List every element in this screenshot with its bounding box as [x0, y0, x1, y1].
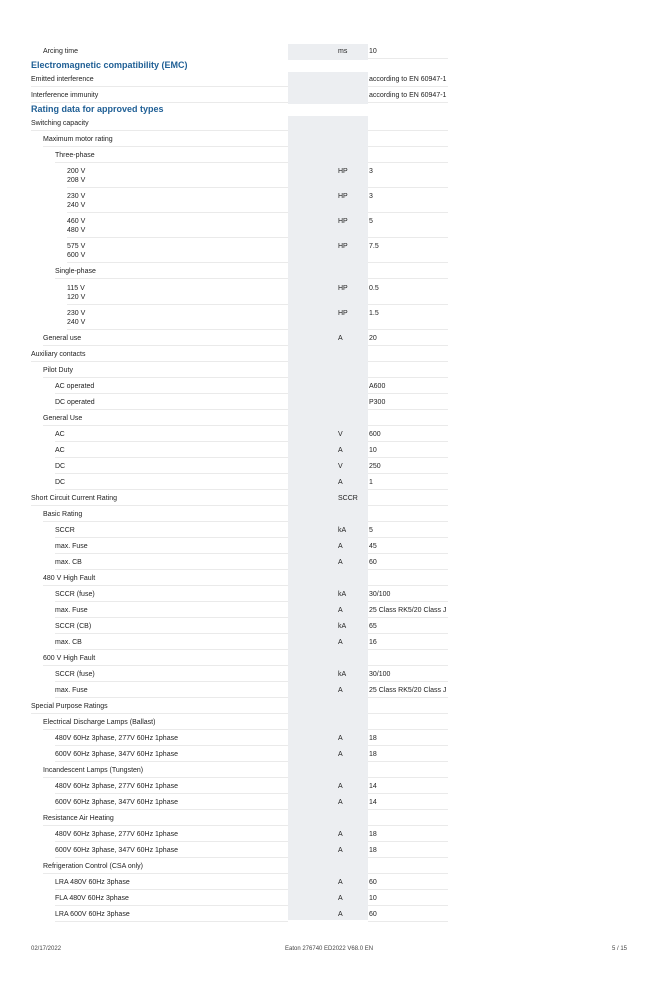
- spec-row-label: Arcing time: [43, 48, 79, 55]
- spec-row-divider: [67, 262, 288, 263]
- spec-row-divider-value: [368, 237, 448, 238]
- spec-row-divider: [31, 130, 288, 131]
- unit-column-band-rating: [288, 116, 368, 920]
- spec-row-label: Resistance Air Heating: [43, 815, 114, 822]
- spec-row-divider-value: [368, 102, 448, 103]
- spec-row-label: Single-phase: [55, 268, 96, 275]
- spec-row-divider: [55, 162, 288, 163]
- spec-row-unit: HP: [338, 310, 348, 317]
- spec-row-value: 60: [369, 559, 377, 566]
- unit-column-band-top: [288, 44, 368, 60]
- spec-row-unit: HP: [338, 285, 348, 292]
- spec-row-label: max. CB: [55, 559, 82, 566]
- spec-row-label: AC: [55, 431, 65, 438]
- spec-row-unit: kA: [338, 671, 347, 678]
- spec-row-value: 3: [369, 168, 373, 175]
- spec-row-unit: A: [338, 559, 343, 566]
- spec-row-divider: [31, 102, 288, 103]
- spec-row-unit: A: [338, 335, 343, 342]
- spec-row-value: 1.5: [369, 310, 379, 317]
- spec-row-unit: kA: [338, 527, 347, 534]
- spec-row-divider: [55, 617, 288, 618]
- spec-row-divider: [55, 473, 288, 474]
- spec-row-divider: [55, 393, 288, 394]
- spec-row-value: 18: [369, 751, 377, 758]
- spec-row-divider-value: [368, 905, 448, 906]
- spec-row-unit: A: [338, 879, 343, 886]
- spec-row-divider-value: [368, 617, 448, 618]
- spec-row-divider: [43, 377, 288, 378]
- spec-row-label: LRA 480V 60Hz 3phase: [55, 879, 130, 886]
- spec-row-divider-value: [368, 361, 448, 362]
- spec-row-divider: [55, 793, 288, 794]
- spec-row-divider-value: [368, 425, 448, 426]
- spec-row-value: 600: [369, 431, 381, 438]
- spec-row-label: 480V 60Hz 3phase, 277V 60Hz 1phase: [55, 831, 178, 838]
- spec-row-divider-value: [368, 505, 448, 506]
- spec-row-divider: [31, 361, 288, 362]
- spec-row-unit: A: [338, 639, 343, 646]
- spec-row-divider-value: [368, 86, 448, 87]
- spec-row-value: 250: [369, 463, 381, 470]
- spec-row-value: P300: [369, 399, 386, 406]
- spec-row-label: max. CB: [55, 639, 82, 646]
- spec-row-unit: HP: [338, 218, 348, 225]
- spec-row-divider-value: [368, 58, 448, 59]
- spec-row-label: 460 V 480 V: [67, 218, 86, 234]
- spec-row-divider: [55, 537, 288, 538]
- spec-row-value: 30/100: [369, 671, 391, 678]
- spec-row-label: Basic Rating: [43, 511, 83, 518]
- spec-row-value: 10: [369, 48, 377, 55]
- spec-row-divider: [55, 745, 288, 746]
- spec-row-label: 600 V High Fault: [43, 655, 96, 662]
- spec-row-value: 60: [369, 879, 377, 886]
- spec-row-divider-value: [368, 633, 448, 634]
- spec-row-divider: [55, 569, 288, 570]
- spec-row-label: max. Fuse: [55, 607, 88, 614]
- spec-row-divider-value: [368, 873, 448, 874]
- section-heading-rating: Rating data for approved types: [31, 104, 164, 114]
- spec-row-label: Maximum motor rating: [43, 136, 113, 143]
- spec-row-label: 600V 60Hz 3phase, 347V 60Hz 1phase: [55, 799, 178, 806]
- spec-row-divider-value: [368, 889, 448, 890]
- spec-row-unit: A: [338, 607, 343, 614]
- spec-row-unit: A: [338, 847, 343, 854]
- spec-row-unit: A: [338, 543, 343, 550]
- spec-row-value: 65: [369, 623, 377, 630]
- spec-row-value: 16: [369, 639, 377, 646]
- spec-row-unit: kA: [338, 623, 347, 630]
- spec-row-divider: [55, 409, 288, 410]
- spec-row-divider: [55, 697, 288, 698]
- spec-row-divider-value: [368, 377, 448, 378]
- spec-row-divider-value: [368, 553, 448, 554]
- spec-row-divider-value: [368, 809, 448, 810]
- spec-row-unit: V: [338, 431, 343, 438]
- spec-row-divider-value: [368, 921, 448, 922]
- spec-row-divider: [67, 187, 288, 188]
- spec-row-divider-value: [368, 262, 448, 263]
- spec-row-divider-value: [368, 304, 448, 305]
- footer-date: 02/17/2022: [31, 946, 62, 952]
- spec-row-value: 18: [369, 831, 377, 838]
- spec-row-divider: [55, 633, 288, 634]
- spec-row-divider-value: [368, 278, 448, 279]
- spec-row-divider: [43, 425, 288, 426]
- spec-row-divider-value: [368, 649, 448, 650]
- spec-row-divider-value: [368, 825, 448, 826]
- spec-row-label: SCCR (fuse): [55, 591, 95, 598]
- spec-row-label: 575 V 600 V: [67, 243, 86, 259]
- spec-row-divider: [55, 857, 288, 858]
- spec-row-label: Interference immunity: [31, 92, 99, 99]
- spec-row-label: Emitted interference: [31, 76, 94, 83]
- spec-row-label: Pilot Duty: [43, 367, 73, 374]
- spec-row-label: Switching capacity: [31, 120, 89, 127]
- spec-row-label: 480 V High Fault: [43, 575, 96, 582]
- spec-row-unit: SCCR: [338, 495, 358, 502]
- unit-column-band-emc: [288, 72, 368, 104]
- spec-row-divider: [55, 457, 288, 458]
- spec-row-divider-value: [368, 793, 448, 794]
- spec-row-label: Short Circuit Current Rating: [31, 495, 117, 502]
- spec-row-value: 7.5: [369, 243, 379, 250]
- spec-row-label: 230 V 240 V: [67, 310, 86, 326]
- spec-row-value: according to EN 60947-1: [369, 76, 447, 83]
- spec-row-label: General use: [43, 335, 82, 342]
- spec-row-divider-value: [368, 777, 448, 778]
- spec-row-divider: [55, 905, 288, 906]
- spec-row-label: DC operated: [55, 399, 95, 406]
- spec-row-divider-value: [368, 457, 448, 458]
- spec-row-divider-value: [368, 841, 448, 842]
- spec-row-divider: [55, 553, 288, 554]
- spec-row-label: AC: [55, 447, 65, 454]
- spec-row-label: Special Purpose Ratings: [31, 703, 108, 710]
- section-heading-emc: Electromagnetic compatibility (EMC): [31, 60, 188, 70]
- spec-row-value: 18: [369, 735, 377, 742]
- spec-row-unit: V: [338, 463, 343, 470]
- spec-row-divider: [67, 212, 288, 213]
- spec-row-label: SCCR: [55, 527, 75, 534]
- spec-row-divider-value: [368, 697, 448, 698]
- spec-row-label: SCCR (CB): [55, 623, 92, 630]
- spec-row-label: max. Fuse: [55, 687, 88, 694]
- spec-row-value: 45: [369, 543, 377, 550]
- spec-row-unit: HP: [338, 243, 348, 250]
- footer-document-id: Eaton 276740 ED2022 V68.0 EN: [285, 946, 374, 952]
- spec-row-unit: A: [338, 911, 343, 918]
- spec-row-label: SCCR (fuse): [55, 671, 95, 678]
- spec-row-label: General Use: [43, 415, 83, 422]
- spec-row-label: AC operated: [55, 383, 95, 390]
- spec-row-divider: [43, 585, 288, 586]
- spec-row-unit: A: [338, 751, 343, 758]
- spec-row-unit: HP: [338, 168, 348, 175]
- spec-row-divider: [43, 873, 288, 874]
- spec-row-divider-value: [368, 329, 448, 330]
- spec-row-divider-value: [368, 729, 448, 730]
- spec-row-label: Three-phase: [55, 152, 95, 159]
- spec-row-value: 3: [369, 193, 373, 200]
- spec-row-divider-value: [368, 162, 448, 163]
- spec-row-value: 5: [369, 218, 373, 225]
- spec-row-label: DC: [55, 479, 66, 486]
- spec-row-divider-value: [368, 585, 448, 586]
- spec-row-unit: kA: [338, 591, 347, 598]
- spec-row-label: 480V 60Hz 3phase, 277V 60Hz 1phase: [55, 783, 178, 790]
- spec-row-divider-value: [368, 537, 448, 538]
- spec-row-divider: [43, 825, 288, 826]
- spec-row-unit: A: [338, 799, 343, 806]
- spec-row-value: 10: [369, 447, 377, 454]
- spec-row-divider: [55, 601, 288, 602]
- spec-row-unit: A: [338, 895, 343, 902]
- spec-row-divider-value: [368, 569, 448, 570]
- footer-page-number: 5 / 15: [612, 946, 628, 952]
- spec-row-unit: A: [338, 735, 343, 742]
- spec-row-divider: [31, 505, 288, 506]
- spec-row-label: 200 V 208 V: [67, 168, 86, 184]
- spec-row-divider-value: [368, 473, 448, 474]
- spec-row-label: 600V 60Hz 3phase, 347V 60Hz 1phase: [55, 847, 178, 854]
- spec-row-divider-value: [368, 146, 448, 147]
- spec-row-divider: [67, 237, 288, 238]
- spec-row-divider-value: [368, 681, 448, 682]
- spec-row-label: Auxiliary contacts: [31, 351, 86, 358]
- spec-row-unit: A: [338, 783, 343, 790]
- spec-row-divider: [31, 86, 288, 87]
- spec-row-divider-value: [368, 665, 448, 666]
- spec-row-divider: [55, 278, 288, 279]
- spec-row-divider: [43, 521, 288, 522]
- spec-row-divider-value: [368, 601, 448, 602]
- spec-row-divider-value: [368, 187, 448, 188]
- spec-row-label: 480V 60Hz 3phase, 277V 60Hz 1phase: [55, 735, 178, 742]
- spec-row-value: 25 Class RK5/20 Class J: [369, 687, 447, 694]
- spec-row-divider: [31, 713, 288, 714]
- spec-row-label: LRA 600V 60Hz 3phase: [55, 911, 130, 918]
- spec-row-divider-value: [368, 441, 448, 442]
- spec-row-divider-value: [368, 761, 448, 762]
- spec-row-unit: HP: [338, 193, 348, 200]
- spec-row-value: 14: [369, 783, 377, 790]
- spec-row-divider-value: [368, 409, 448, 410]
- spec-row-divider: [55, 489, 288, 490]
- spec-row-divider-value: [368, 345, 448, 346]
- spec-row-divider-value: [368, 130, 448, 131]
- spec-row-value: 1: [369, 479, 373, 486]
- spec-row-divider: [67, 304, 288, 305]
- spec-row-divider: [55, 889, 288, 890]
- spec-row-divider: [55, 841, 288, 842]
- spec-row-divider-value: [368, 393, 448, 394]
- spec-row-divider: [55, 681, 288, 682]
- spec-row-value: 18: [369, 847, 377, 854]
- spec-row-divider-value: [368, 713, 448, 714]
- spec-row-label: Electrical Discharge Lamps (Ballast): [43, 719, 156, 726]
- spec-row-value: 25 Class RK5/20 Class J: [369, 607, 447, 614]
- spec-row-unit: A: [338, 479, 343, 486]
- spec-row-divider-value: [368, 745, 448, 746]
- spec-row-label: 115 V 120 V: [67, 285, 86, 301]
- spec-row-divider-value: [368, 857, 448, 858]
- spec-row-label: Incandescent Lamps (Tungsten): [43, 767, 144, 774]
- spec-row-label: 600V 60Hz 3phase, 347V 60Hz 1phase: [55, 751, 178, 758]
- spec-row-divider: [55, 809, 288, 810]
- spec-row-label: FLA 480V 60Hz 3phase: [55, 895, 129, 902]
- spec-row-unit: A: [338, 687, 343, 694]
- spec-row-value: 60: [369, 911, 377, 918]
- spec-row-divider: [43, 345, 288, 346]
- spec-row-divider-value: [368, 521, 448, 522]
- spec-row-label: DC: [55, 463, 66, 470]
- spec-row-unit: ms: [338, 48, 348, 55]
- spec-row-divider-value: [368, 212, 448, 213]
- spec-row-divider: [55, 441, 288, 442]
- spec-row-divider: [43, 665, 288, 666]
- spec-row-value: 10: [369, 895, 377, 902]
- spec-row-value: 14: [369, 799, 377, 806]
- spec-row-divider: [55, 761, 288, 762]
- spec-row-value: according to EN 60947-1: [369, 92, 447, 99]
- spec-row-value: 30/100: [369, 591, 391, 598]
- spec-row-divider: [55, 921, 288, 922]
- spec-row-label: Refrigeration Control (CSA only): [43, 863, 143, 870]
- spec-row-divider: [43, 146, 288, 147]
- spec-row-divider: [55, 649, 288, 650]
- spec-row-label: max. Fuse: [55, 543, 88, 550]
- spec-row-value: 5: [369, 527, 373, 534]
- spec-row-divider: [43, 777, 288, 778]
- spec-row-divider: [67, 329, 288, 330]
- spec-row-value: 20: [369, 335, 377, 342]
- spec-row-unit: A: [338, 831, 343, 838]
- spec-row-unit: A: [338, 447, 343, 454]
- spec-row-divider: [43, 729, 288, 730]
- spec-row-value: 0.5: [369, 285, 379, 292]
- spec-row-divider-value: [368, 489, 448, 490]
- spec-row-label: 230 V 240 V: [67, 193, 86, 209]
- spec-row-value: A600: [369, 383, 386, 390]
